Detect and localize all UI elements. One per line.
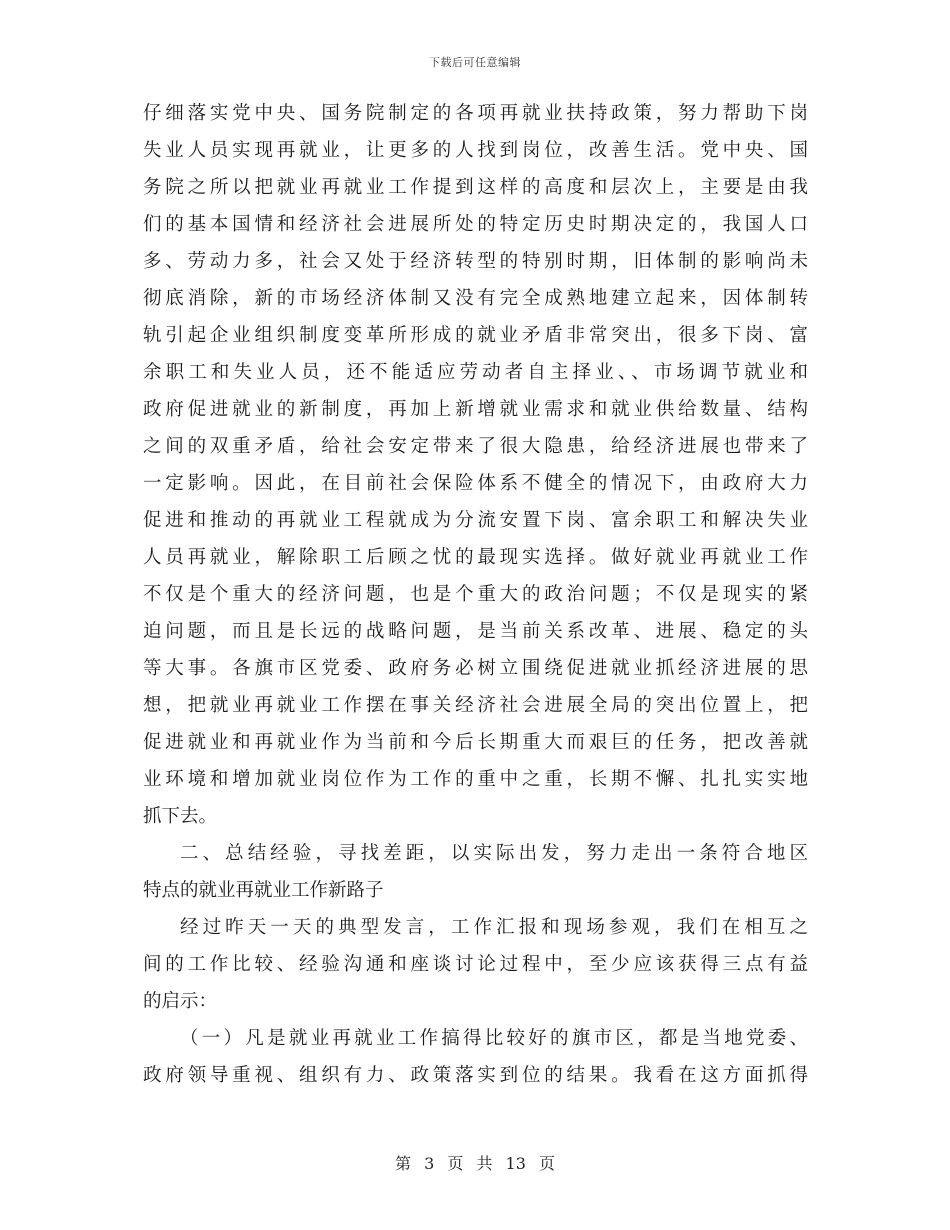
- text-line: 人员再就业，解除职工后顾之忧的最现实选择。做好就业再就业工作: [143, 547, 808, 568]
- section-heading-line: 二、总结经验，寻找差距，以实际出发，努力走出一条符合地区: [180, 843, 808, 864]
- text-line: 业环境和增加就业岗位作为工作的重中之重，长期不懈、扎扎实实地: [143, 769, 808, 790]
- text-line: 政府促进就业的新制度，再加上新增就业需求和就业供给数量、结构: [143, 399, 808, 420]
- text-line: 经过昨天一天的典型发言，工作汇报和现场参观，我们在相互之: [180, 917, 808, 938]
- text-line: 多、劳动力多，社会又处于经济转型的特别时期，旧体制的影响尚未: [143, 251, 808, 272]
- section-heading-line: 特点的就业再就业工作新路子: [143, 880, 384, 901]
- text-line: 彻底消除，新的市场经济体制又没有完全成熟地建立起来，因体制转: [143, 288, 808, 309]
- text-line: 想，把就业再就业工作摆在事关经济社会进展全局的突出位置上，把: [143, 695, 808, 716]
- text-line: 的启示：: [143, 991, 218, 1012]
- text-line: 政府领导重视、组织有力、政策落实到位的结果。我看在这方面抓得: [143, 1065, 808, 1086]
- text-line: 迫问题，而且是长远的战略问题，是当前关系改革、进展、稳定的头: [143, 621, 808, 642]
- text-line: 余职工和失业人员，还不能适应劳动者自主择业、、市场调节就业和: [143, 362, 808, 383]
- text-line: 轨引起企业组织制度变革所形成的就业矛盾非常突出，很多下岗、富: [143, 325, 808, 346]
- text-line: 仔细落实党中央、国务院制定的各项再就业扶持政策，努力帮助下岗: [143, 103, 808, 124]
- text-line: 间的工作比较、经验沟通和座谈讨论过程中，至少应该获得三点有益: [143, 954, 808, 975]
- text-line: 之间的双重矛盾，给社会安定带来了很大隐患，给经济进展也带来了: [143, 436, 808, 457]
- text-line: 等大事。各旗市区党委、政府务必树立围绕促进就业抓经济进展的思: [143, 658, 808, 679]
- text-line: 们的基本国情和经济社会进展所处的特定历史时期决定的，我国人口: [143, 214, 808, 235]
- text-line: （一）凡是就业再就业工作搞得比较好的旗市区，都是当地党委、: [180, 1028, 808, 1049]
- page-header: 下载后可任意编辑: [429, 56, 521, 69]
- document-body: [143, 95, 808, 1094]
- text-line: 不仅是个重大的经济问题，也是个重大的政治问题；不仅是现实的紧: [143, 584, 808, 605]
- text-line: 一定影响。因此，在目前社会保险体系不健全的情况下，由政府大力: [143, 473, 808, 494]
- text-line: 促进就业和再就业作为当前和今后长期重大而艰巨的任务，把改善就: [143, 732, 808, 753]
- page-number-footer: 第 3 页 共 13 页: [395, 1154, 555, 1173]
- text-line: 抓下去。: [143, 806, 218, 827]
- text-line: 促进和推动的再就业工程就成为分流安置下岗、富余职工和解决失业: [143, 510, 808, 531]
- text-line: 失业人员实现再就业，让更多的人找到岗位，改善生活。党中央、国: [143, 140, 808, 161]
- text-line: 务院之所以把就业再就业工作提到这样的高度和层次上，主要是由我: [143, 177, 808, 198]
